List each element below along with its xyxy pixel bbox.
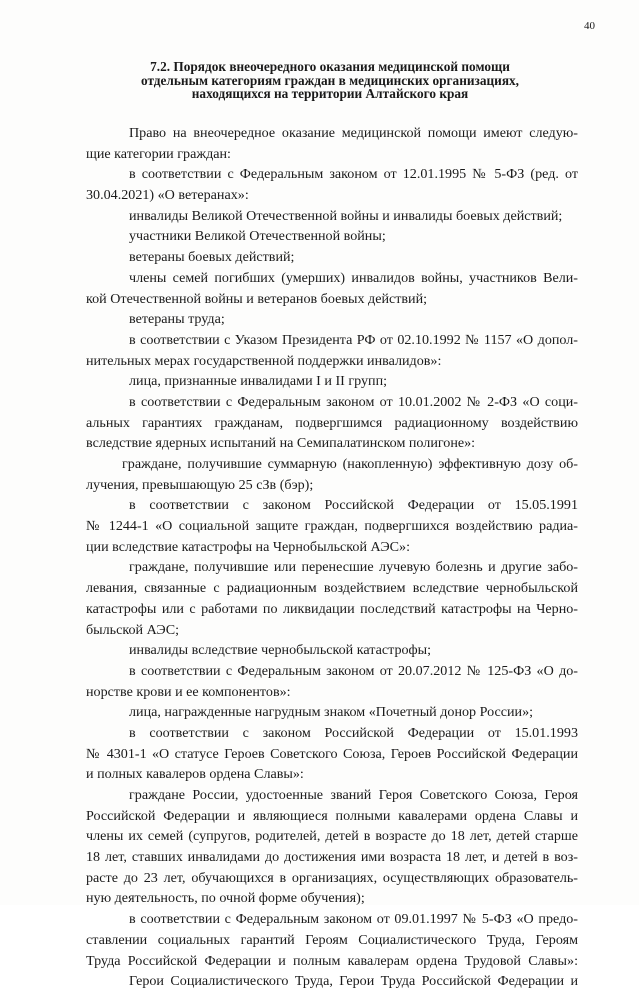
section-title	[100, 60, 560, 101]
text-line: инвалиды Великой Отечественной войны и инвалиды боевых действий;	[129, 207, 563, 224]
text-line: члены их семей (супругов, родителей, детей в возрасте до 18 лет, детей старше	[86, 828, 578, 845]
text-line: ставлении социальных гарантий Героям Социалистического Труда, Героям	[86, 931, 578, 948]
text-line: Право на внеочередное оказание медицинской помощи имеют следую-	[129, 125, 578, 141]
text-line: в соответствии с Федеральным законом от 09.01.1997 № 5-ФЗ «О предо-	[129, 911, 578, 928]
text-line: участники Великой Отечественной войны;	[129, 228, 386, 245]
text-line: граждане, получившие или перенесшие лучевую болезнь и другие забо-	[129, 559, 578, 576]
document-body	[86, 123, 578, 992]
section-title-line: находящихся на территории Алтайского края	[191, 86, 469, 102]
text-line: кой Отечественной войны и ветеранов боевых действий;	[86, 290, 428, 307]
text-line: в соответствии с Федеральным законом от 10.01.2002 № 2-ФЗ «О соци-	[129, 393, 578, 410]
text-line: в соответствии с законом Российской Федерации от 15.01.1993	[129, 724, 578, 741]
text-line: граждане, получившие суммарную (накопленную) эффективную дозу об-	[122, 456, 578, 472]
text-line: ветераны боевых действий;	[129, 249, 295, 266]
text-line: инвалиды вследствие чернобыльской катастрофы;	[129, 642, 432, 659]
page-number: 40	[584, 20, 595, 32]
text-line: в соответствии с Федеральным законом от 20.07.2012 № 125-ФЗ «О до-	[129, 662, 578, 679]
section-title-line: 7.2. Порядок внеочередного оказания медицинской помощи	[150, 59, 510, 74]
text-line: № 4301-1 «О статусе Героев Советского Союза, Героев Российской Федерации	[86, 745, 578, 762]
text-line: альных гарантиях гражданам, подвергшимся радиационному воздействию	[86, 414, 578, 431]
text-line: № 1244-1 «О социальной защите граждан, подвергшихся воздействию радиа-	[86, 518, 578, 535]
text-line: в соответствии с законом Российской Федерации от 15.05.1991	[129, 497, 578, 514]
text-line: левания, связанные с радиационным воздействием вследствие чернобыльской	[86, 580, 578, 597]
text-line: лица, признанные инвалидами I и II групп;	[129, 373, 388, 390]
text-line: норстве крови и ее компонентов»:	[86, 683, 291, 700]
text-line: нительных мерах государственной поддержки инвалидов»:	[86, 352, 442, 369]
text-line: 30.04.2021) «О ветеранах»:	[86, 187, 249, 204]
text-line: Герои Социалистического Труда, Герои Труда Российской Федерации и	[129, 973, 578, 990]
text-line: вследствие ядерных испытаний на Семипалатинском полигоне»:	[86, 435, 476, 452]
text-line: граждане России, удостоенные званий Героя Советского Союза, Героя	[129, 787, 578, 803]
text-line: 18 лет, ставших инвалидами до достижения ими возраста 18 лет, и детей в воз-	[86, 849, 578, 866]
text-line: катастрофы или с работами по ликвидации последствий катастрофы на Черно-	[86, 600, 578, 617]
text-line: в соответствии с Федеральным законом от 12.01.1995 № 5-ФЗ (ред. от	[129, 166, 578, 183]
text-line: быльской АЭС;	[86, 621, 180, 638]
text-line: расте до 23 лет, обучающихся в организациях, осуществляющих образователь-	[86, 869, 578, 886]
text-line: лица, награжденные нагрудным знаком «Почетный донор России»;	[129, 704, 534, 721]
text-line: ную деятельность, по очной форме обучения);	[86, 890, 365, 907]
section-title-line: отдельным категориям граждан в медицинских организациях,	[140, 72, 520, 88]
text-line: и полных кавалеров ордена Славы»:	[86, 766, 304, 783]
text-line: члены семей погибших (умерших) инвалидов войны, участников Вели-	[129, 269, 578, 286]
text-line: лучения, превышающую 25 сЗв (бэр);	[86, 476, 314, 493]
text-line: ции вследствие катастрофы на Чернобыльской АЭС»:	[86, 538, 411, 555]
text-line: щие категории граждан:	[86, 145, 231, 162]
text-line: ветераны труда;	[129, 311, 225, 328]
text-line: Российской Федерации и являющиеся полными кавалерами ордена Славы и	[86, 807, 578, 824]
text-line: в соответствии с Указом Президента РФ от 02.10.1992 № 1157 «О допол-	[129, 331, 578, 348]
text-line: Труда Российской Федерации и полным кавалерам ордена Трудовой Славы»:	[86, 952, 578, 969]
